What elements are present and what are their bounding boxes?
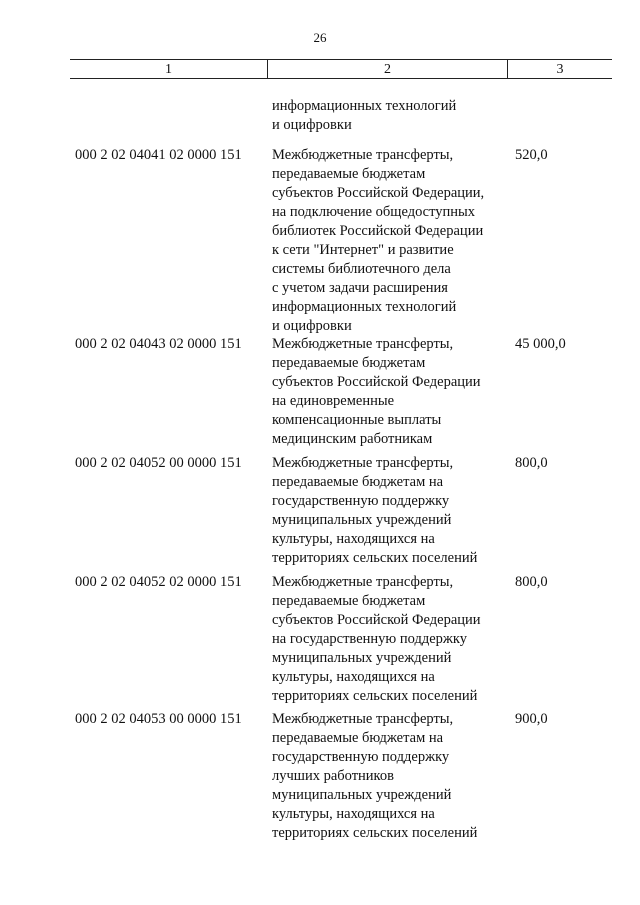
description	[272, 710, 512, 843]
description-line: субъектов Российской Федерации	[272, 612, 481, 628]
description-line: Межбюджетные трансферты,	[272, 336, 454, 352]
amount: 520,0	[515, 147, 548, 163]
description-line: передаваемые бюджетам	[272, 355, 426, 371]
description	[272, 97, 512, 135]
table-header	[70, 59, 612, 79]
budget-code: 000 2 02 04043 02 0000 151	[75, 336, 242, 352]
description-line: муниципальных учреждений	[272, 512, 452, 528]
column-header-1: 1	[70, 60, 268, 78]
description-line: Межбюджетные трансферты,	[272, 574, 454, 590]
page-number: 26	[313, 30, 327, 45]
description-line: к сети "Интернет" и развитие	[272, 242, 454, 258]
description-line: и оцифровки	[272, 318, 352, 334]
description-line: медицинским работникам	[272, 431, 433, 447]
description-line: Межбюджетные трансферты,	[272, 711, 454, 727]
description-line: передаваемые бюджетам на	[272, 474, 444, 490]
description-line: информационных технологий	[272, 98, 457, 114]
description-line: территориях сельских поселений	[272, 550, 478, 566]
budget-code: 000 2 02 04053 00 0000 151	[75, 711, 242, 727]
description-line: государственную поддержку	[272, 749, 450, 765]
column-header-3: 3	[556, 62, 564, 77]
description-line: муниципальных учреждений	[272, 787, 452, 803]
description-line: территориях сельских поселений	[272, 688, 478, 704]
description-line: субъектов Российской Федерации,	[272, 185, 485, 201]
description-line: Межбюджетные трансферты,	[272, 147, 454, 163]
description-line: культуры, находящихся на	[272, 806, 435, 822]
description	[272, 146, 512, 336]
amount: 800,0	[515, 455, 548, 471]
description-line: территориях сельских поселений	[272, 825, 478, 841]
description-line: лучших работников	[272, 768, 394, 784]
description-line: на государственную поддержку	[272, 631, 467, 647]
column-header-2: 2	[268, 60, 508, 78]
amount: 45 000,0	[515, 336, 566, 352]
description-line: субъектов Российской Федерации	[272, 374, 481, 390]
description-line: и оцифровки	[272, 117, 352, 133]
amount: 800,0	[515, 574, 548, 590]
description-line: библиотек Российской Федерации	[272, 223, 484, 239]
description-line: на подключение общедоступных	[272, 204, 476, 220]
description-line: с учетом задачи расширения	[272, 280, 448, 296]
description	[272, 335, 512, 449]
description-line: культуры, находящихся на	[272, 531, 435, 547]
description-line: передаваемые бюджетам	[272, 166, 426, 182]
description-line: системы библиотечного дела	[272, 261, 451, 277]
description-line: культуры, находящихся на	[272, 669, 435, 685]
description-line: компенсационные выплаты	[272, 412, 442, 428]
budget-code: 000 2 02 04052 02 0000 151	[75, 574, 242, 590]
description	[272, 573, 512, 706]
description	[272, 454, 512, 568]
description-line: муниципальных учреждений	[272, 650, 452, 666]
description-line: передаваемые бюджетам	[272, 593, 426, 609]
budget-code: 000 2 02 04052 00 0000 151	[75, 455, 242, 471]
description-line: Межбюджетные трансферты,	[272, 455, 454, 471]
amount: 900,0	[515, 711, 548, 727]
description-line: передаваемые бюджетам на	[272, 730, 444, 746]
description-line: государственную поддержку	[272, 493, 450, 509]
budget-code: 000 2 02 04041 02 0000 151	[75, 147, 242, 163]
description-line: информационных технологий	[272, 299, 457, 315]
description-line: на единовременные	[272, 393, 395, 409]
